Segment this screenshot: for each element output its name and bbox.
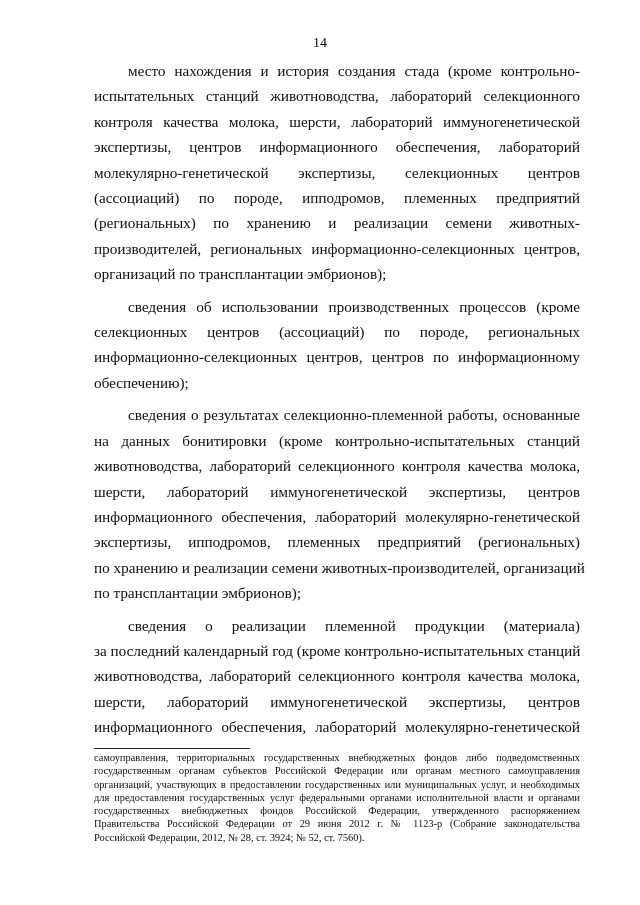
text-line: животноводства, лабораторий селекционного контроля качества молока,	[94, 668, 580, 686]
footnote-separator	[94, 748, 250, 749]
text-line: по трансплантации эмбрионов);	[94, 585, 302, 603]
text-line: сведения о результатах селекционно-племенной работы, основанные	[128, 407, 580, 425]
text-line: экспертизы, центров информационного обеспечения, лабораторий	[94, 139, 580, 157]
text-line: организаций по трансплантации эмбрионов);	[94, 266, 387, 284]
paragraph-breeding-results	[94, 403, 585, 606]
text-line: селекционных центров (ассоциаций) по породе, региональных	[94, 324, 580, 342]
paragraph-production-processes	[94, 295, 580, 397]
page-number: 14	[313, 36, 327, 51]
text-line: шерсти, лабораторий иммуногенетической экспертизы, центров	[94, 693, 580, 711]
text-line: за последний календарный год (кроме контрольно-испытательных станций	[94, 642, 581, 660]
footnote-line: государственных внебюджетных фондов Российской Федерации, утвержденного распоряжением	[94, 806, 580, 818]
footnote-line: государственным органам субъектов Российской Федерации или органам местного самоуправления	[94, 766, 580, 778]
text-line: информационно-селекционных центров, центров по информационному	[94, 349, 580, 367]
body-text	[94, 59, 585, 748]
text-line: экспертизы, ипподромов, племенных предприятий (региональных)	[94, 534, 580, 552]
text-line: сведения о реализации племенной продукции (материала)	[128, 617, 580, 635]
text-line: по хранению и реализации семени животных-производителей, организаций	[94, 559, 585, 577]
footnote	[94, 752, 580, 845]
paragraph-location-history	[94, 59, 580, 288]
text-line: молекулярно-генетической экспертизы, селекционных центров	[94, 164, 580, 182]
text-line: место нахождения и история создания стада (кроме контрольно-	[128, 63, 580, 80]
text-line: контроля качества молока, шерсти, лабораторий иммуногенетической	[94, 113, 580, 131]
text-line: производителей, региональных информационно-селекционных центров,	[94, 240, 580, 258]
text-line: животноводства, лабораторий селекционного контроля качества молока,	[94, 458, 580, 476]
text-line: обеспечению);	[94, 374, 189, 392]
footnote-line: организаций, участвующих в предоставлении государственных или муниципальных услуг, и необходимых	[94, 779, 580, 791]
text-line: на данных бонитировки (кроме контрольно-испытательных станций	[94, 432, 580, 450]
text-line: (региональных) по хранению и реализации семени животных-	[94, 215, 580, 233]
footnote-line: Российской Федерации, 2012, № 28, ст. 3924; № 52, ст. 7560).	[94, 832, 365, 844]
text-line: испытательных станций животноводства, лабораторий селекционного	[94, 88, 580, 106]
text-line: информационного обеспечения, лабораторий молекулярно-генетической	[94, 508, 580, 526]
text-line: сведения об использовании производственных процессов (кроме	[128, 298, 580, 316]
text-line: шерсти, лабораторий иммуногенетической экспертизы, центров	[94, 483, 580, 501]
paragraph-breeding-sales	[94, 614, 580, 741]
footnote-line: самоуправления, территориальных государственных внебюджетных фондов либо подведомственных	[94, 753, 580, 764]
footnote-line: для предоставления государственных услуг федеральными органами исполнительной власти и органами	[94, 792, 580, 804]
text-line: информационного обеспечения, лабораторий молекулярно-генетической	[94, 719, 580, 737]
footnote-line: Правительства Российской Федерации от 29 июня 2012 г. № 1123-р (Собрание законодательства	[94, 819, 580, 831]
text-line: (ассоциаций) по породе, ипподромов, племенных предприятий	[94, 190, 580, 208]
